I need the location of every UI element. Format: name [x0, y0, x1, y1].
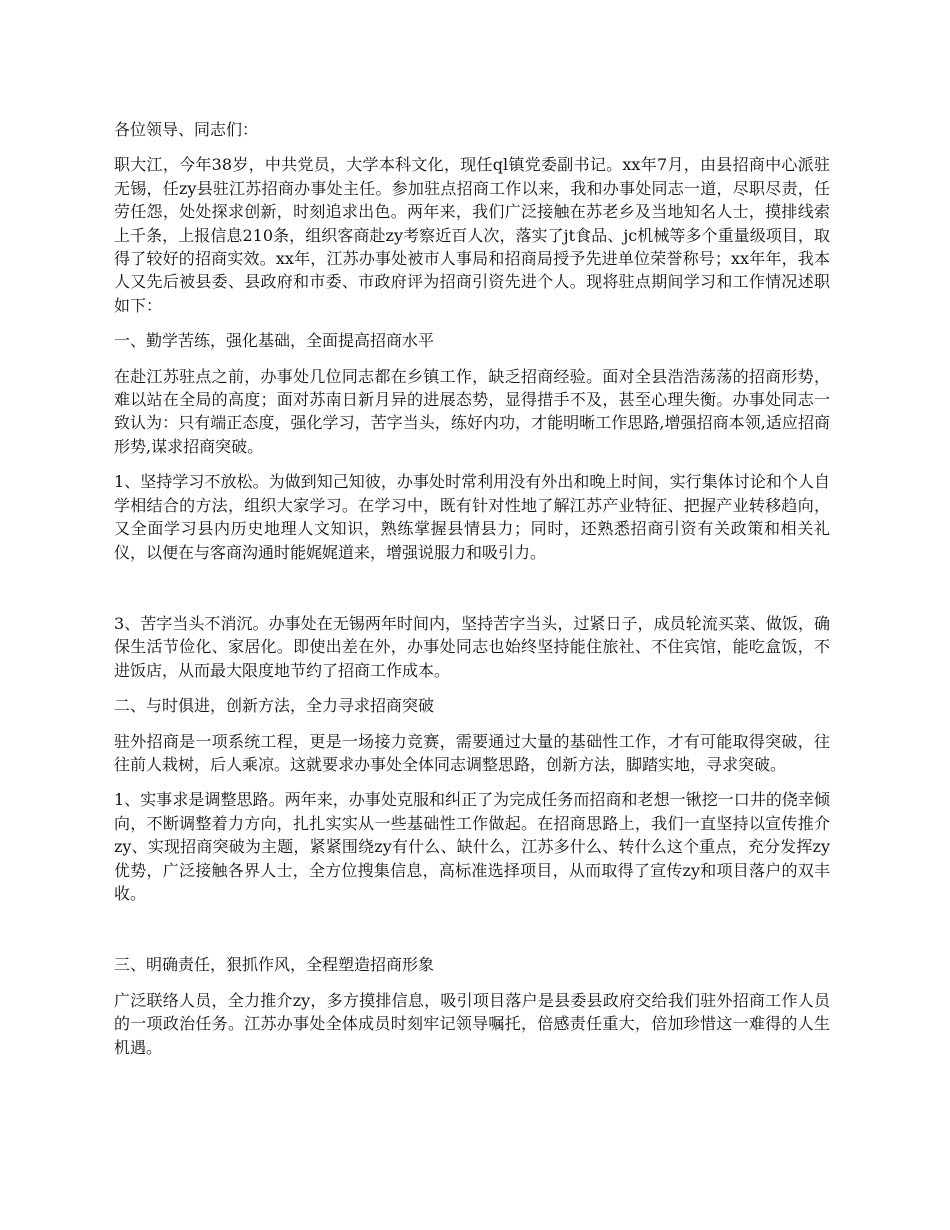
intro-paragraph: 职大江，今年38岁，中共党员，大学本科文化，现任ql镇党委副书记。xx年7月，由县招商中心派驻无锡，任zy县驻江苏招商办事处主任。参加驻点招商工作以来，我和办事处同志一道，尽职尽责，任劳任怨，处处探求创新，时刻追求出色。两年来，我们广泛接触在苏老乡及当地知名人士，摸排线索上千条，上报信息210条，组织客商赴zy考察近百人次，落实了jt食品、jc机械等多个重量级项目，取得了较好的招商实效。xx年，江苏办事处被市人事局和招商局授予先进单位荣誉称号；xx年年，我本人又先后被县委、县政府和市委、市政府评为招商引资先进个人。现将驻点期间学习和工作情况述职如下：: [114, 155, 830, 315]
section-1-item-3: 3、苦字当头不消沉。办事处在无锡两年时间内，坚持苦字当头，过紧日子，成员轮流买菜、做饭，确保生活节俭化、家居化。即使出差在外，办事处同志也始终坚持能住旅社、不住宾馆，能吃盒饭，不进饭店，从而最大限度地节约了招商工作成本。: [114, 613, 830, 680]
section-3-paragraph: 广泛联络人员，全力推介zy，多方摸排信息，吸引项目落户是县委县政府交给我们驻外招商工作人员的一项政治任务。江苏办事处全体成员时刻牢记领导嘱托，倍感责任重大，倍加珍惜这一难得的人生机遇。: [114, 990, 830, 1057]
section-1-item-1: 1、坚持学习不放松。为做到知己知彼，办事处时常利用没有外出和晚上时间，实行集体讨论和个人自学相结合的方法，组织大家学习。在学习中，既有针对性地了解江苏产业特征、把握产业转移趋向，又全面学习县内历史地理人文知识，熟练掌握县情县力；同时，还熟悉招商引资有关政策和相关礼仪，以便在与客商沟通时能娓娓道来，增强说服力和吸引力。: [114, 472, 830, 562]
section-2-paragraph: 驻外招商是一项系统工程，更是一场接力竞赛，需要通过大量的基础性工作，才有可能取得突破，往往前人栽树，后人乘凉。这就要求办事处全体同志调整思路，创新方法，脚踏实地，寻求突破。: [114, 731, 830, 774]
document-body: [114, 118, 830, 1071]
section-3-title: 三、明确责任，狠抓作风，全程塑造招商形象: [114, 955, 435, 975]
section-2-title: 二、与时俱进，创新方法，全力寻求招商突破: [114, 696, 435, 716]
blank-space: [114, 576, 830, 612]
section-1-title: 一、勤学苦练，强化基础，全面提高招商水平: [114, 331, 435, 351]
blank-space: [114, 917, 830, 953]
section-1-paragraph: 在赴江苏驻点之前，办事处几位同志都在乡镇工作，缺乏招商经验。面对全县浩浩荡荡的招商形势，难以站在全局的高度；面对苏南日新月异的进展态势，显得措手不及，甚至心理失衡。办事处同志一致认为：只有端正态度，强化学习，苦字当头，练好内功，才能明晰工作思路,增强招商本领,适应招商形势,谋求招商突破。: [114, 366, 830, 456]
salutation: 各位领导、同志们：: [114, 120, 259, 139]
section-2-item-1: 1、实事求是调整思路。两年来，办事处克服和纠正了为完成任务而招商和老想一锹挖一口井的侥幸倾向，不断调整着力方向，扎扎实实从一些基础性工作做起。在招商思路上，我们一直坚持以宣传推介zy、实现招商突破为主题，紧紧围绕zy有什么、缺什么，江苏多什么、转什么这个重点，充分发挥zy优势，广泛接触各界人士，全方位搜集信息，高标准选择项目，从而取得了宣传zy和项目落户的双丰收。: [114, 790, 830, 903]
